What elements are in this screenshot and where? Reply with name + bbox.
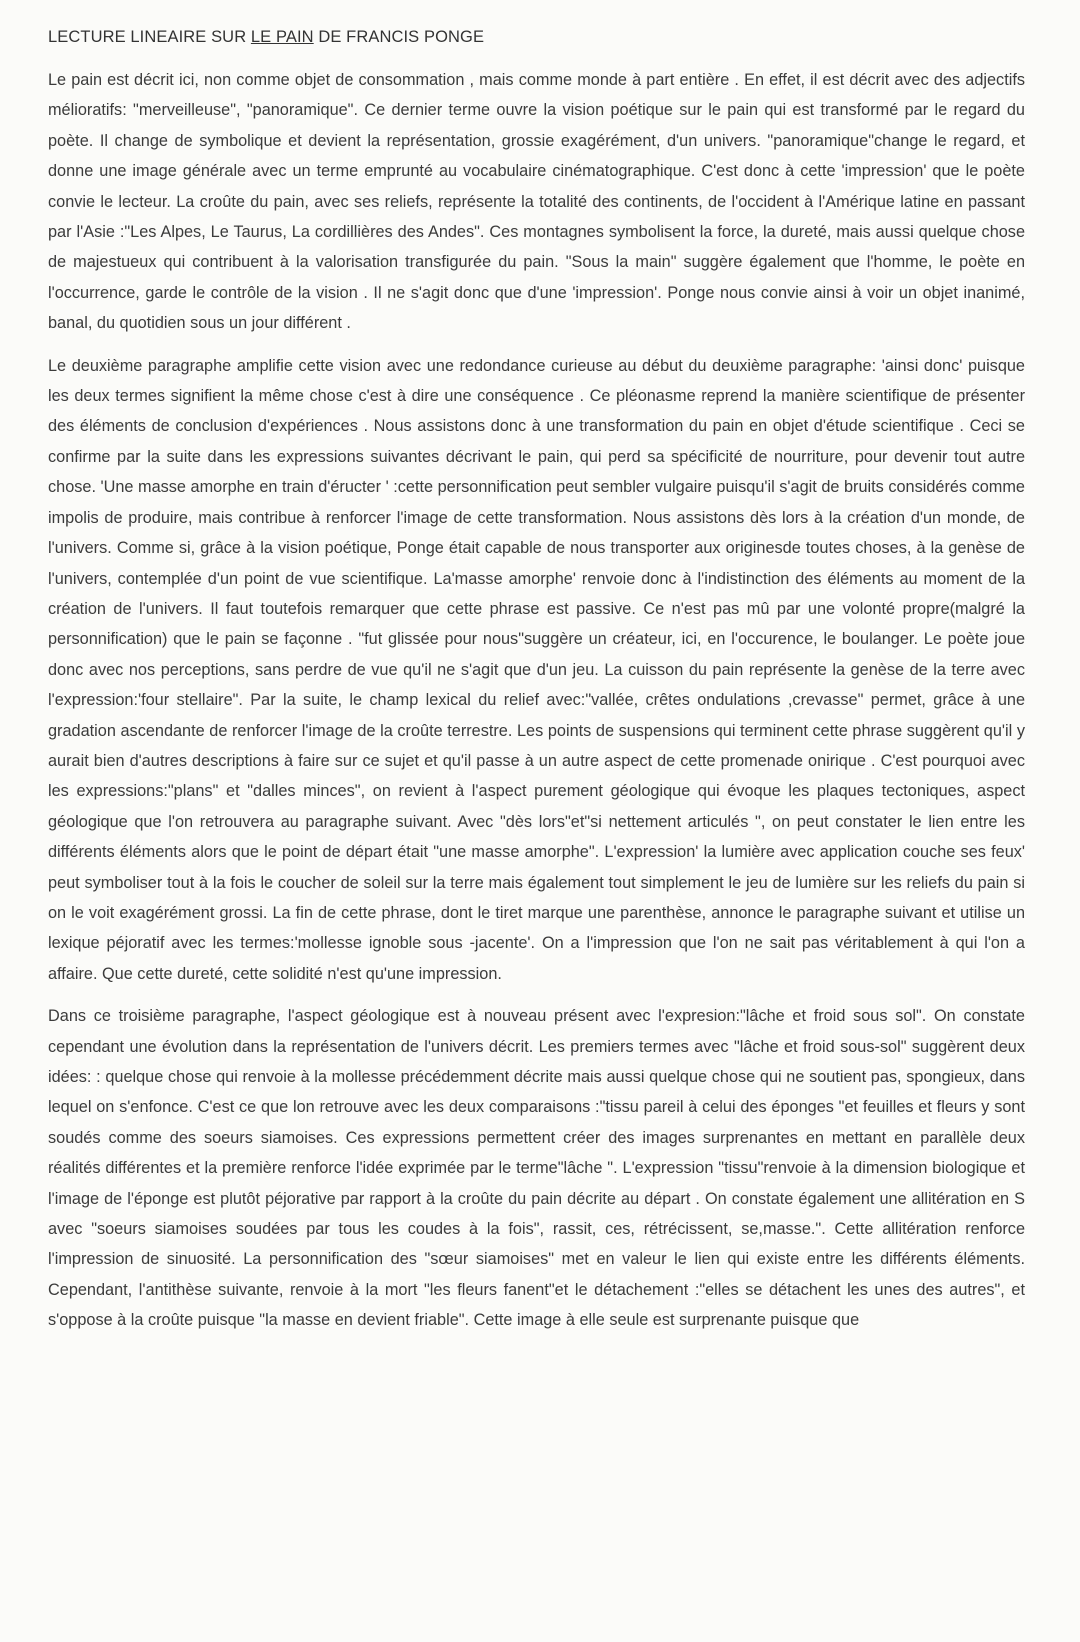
paragraph-3: Dans ce troisième paragraphe, l'aspect géologique est à nouveau présent avec l'expresion:"lâche et froid sous sol". On constate cependant une évolution dans la représentation de l'univers décrit. Les premiers termes avec "lâche et froid sous-sol" suggèrent deux idées: : quelque chose qui renvoie à la mollesse précédemment décrite mais aussi quelque chose qui ne soutient pas, spongieux, dans lequel on s'enfonce. C'est ce que lon retrouve avec les deux comparaisons :"tissu pareil à celui des éponges "et feuilles et fleurs y sont soudés comme des soeurs siamoises. Ces expressions permettent créer des images surprenantes en mettant en parallèle deux réalités différentes et la première renforce l'idée exprimée par le terme"lâche ". L'expression "tissu"renvoie à la dimension biologique et l'image de l'éponge est plutôt péjorative par rapport à la croûte du pain décrite au départ . On constate également une allitération en S avec "soeurs siamoises soudées par tous les coudes à la fois", rassit, ces, rétrécissent, se,masse.". Cette allitération renforce l'impression de sinuosité. La personnification des "sœur siamoises" met en valeur le lien qui existe entre les différents éléments. Cependant, l'antithèse suivante, renvoie à la mort "les fleurs fanent"et le détachement :"elles se détachent les unes des autres", et s'oppose à la croûte puisque "la masse en devient friable". Cette image à elle seule est surprenante puisque que [48, 1007, 1025, 1330]
title-prefix: LECTURE LINEAIRE SUR [48, 28, 251, 46]
paragraph-1: Le pain est décrit ici, non comme objet de consommation , mais comme monde à part entière . En effet, il est décrit avec des adjectifs mélioratifs: "merveilleuse", "panoramique". Ce dernier terme ouvre la vision poétique sur le pain qui est transformé par le regard du poète. Il change de symbolique et devient la représentation, grossie exagérément, d'un univers. "panoramique"change le regard, et donne une image générale avec un terme emprunté au vocabulaire cinématographique. C'est donc à cette 'impression' que le poète convie le lecteur. La croûte du pain, avec ses reliefs, représente la totalité des continents, de l'occident à l'Amérique latine en passant par l'Asie :"Les Alpes, Le Taurus, La cordillières des Andes". Ces montagnes symbolisent la force, la dureté, mais aussi quelque chose de majestueux qui contribuent à la valorisation transfigurée du pain. "Sous la main" suggère également que l'homme, le poète en l'occurrence, garde le contrôle de la vision . Il ne s'agit donc que d'une 'impression'. Ponge nous convie ainsi à voir un objet inanimé, banal, du quotidien sous un jour différent . [48, 71, 1025, 333]
paragraph-2: Le deuxième paragraphe amplifie cette vision avec une redondance curieuse au début du deuxième paragraphe: 'ainsi donc' puisque les deux termes signifient la même chose c'est à dire une conséquence . Ce pléonasme reprend la manière scientifique de présenter des éléments de conclusion d'expériences . Nous assistons donc à une transformation du pain en objet d'étude scientifique . Ceci se confirme par la suite dans les expressions suivantes décrivant le pain, qui perd sa spécificité de nourriture, pour devenir tout autre chose. 'Une masse amorphe en train d'éructer ' :cette personnification peut sembler vulgaire puisqu'il s'agit de bruits considérés comme impolis de produire, mais contribue à renforcer l'image de cette transformation. Nous assistons dès lors à la création d'un monde, de l'univers. Comme si, grâce à la vision poétique, Ponge était capable de nous transporter aux originesde toutes choses, à la genèse de l'univers, contemplée d'un point de vue scientifique. La'masse amorphe' renvoie donc à l'indistinction des éléments au moment de la création de l'univers. Il faut toutefois remarquer que cette phrase est passive. Ce n'est pas mû par une volonté propre(malgré la personnification) que le pain se façonne . "fut glissée pour nous"suggère un créateur, ici, en l'occurence, le boulanger. Le poète joue donc avec nos perceptions, sans perdre de vue qu'il ne s'agit que d'un jeu. La cuisson du pain représente la genèse de la terre avec l'expression:'four stellaire". Par la suite, le champ lexical du relief avec:"vallée, crêtes ondulations ,crevasse" permet, grâce à une gradation ascendante de renforcer l'image de la croûte terrestre. Les points de suspensions qui terminent cette phrase suggèrent qu'il y aurait bien d'autres descriptions à faire sur ce sujet et qu'il passe à un autre aspect de cette promenade onirique . C'est pourquoi avec les expressions:"plans" et "dalles minces", on revient à l'aspect purement géologique qui évoque les plaques tectoniques, aspect géologique que l'on retrouvera au paragraphe suivant. Avec "dès lors"et"si nettement articulés ", on peut constater le lien entre les différents éléments alors que le point de départ était "une masse amorphe". L'expression' la lumière avec application couche ses feux' peut symboliser tout à la fois le coucher de soleil sur la terre mais également tout simplement le jeu de lumière sur les reliefs du pain si on le voit exagérément grossi. La fin de cette phrase, dont le tiret marque une parenthèse, annonce le paragraphe suivant et utilise un lexique péjoratif avec les termes:'mollesse ignoble sous -jacente'. On a l'impression que l'on ne sait pas véritablement à qui l'on a affaire. Que cette dureté, cette solidité n'est qu'une impression. [48, 356, 1025, 983]
title-suffix: DE FRANCIS PONGE [313, 28, 485, 46]
title-work: LE PAIN [250, 28, 314, 46]
document-title [48, 28, 1025, 47]
